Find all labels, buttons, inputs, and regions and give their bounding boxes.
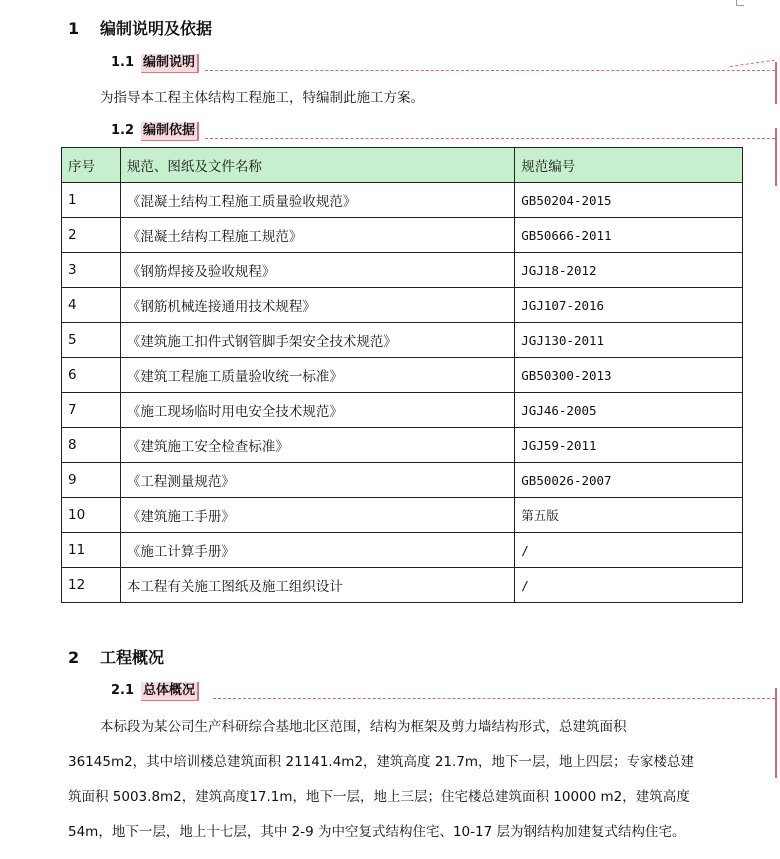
row-name-cell: 《建筑施工扣件式钢管脚手架安全技术规范》 (120, 323, 514, 358)
section-number: 1 (68, 19, 80, 38)
row-index-cell: 3 (62, 253, 121, 288)
row-name-cell: 《施工计算手册》 (120, 533, 514, 568)
table-row (62, 218, 743, 253)
row-name-cell: 《混凝土结构工程施工质量验收规范》 (120, 183, 514, 218)
row-name-cell: 本工程有关施工图纸及施工组织设计 (120, 568, 514, 603)
header-cell-code: 规范编号 (515, 148, 743, 183)
row-code-cell: JGJ18-2012 (515, 253, 743, 288)
commented-subsection-title[interactable]: 编制说明 (141, 54, 199, 73)
row-name-cell: 《钢筋机械连接通用技术规程》 (120, 288, 514, 323)
overview-line: 筑面积 5003.8m2，建筑高度17.1m，地下一层，地上三层；住宅楼总建筑面积 10000 m2，建筑高度 (68, 789, 690, 805)
row-index-cell: 8 (62, 428, 121, 463)
intro-paragraph: 为指导本工程主体结构工程施工，特编制此施工方案。 (100, 90, 424, 106)
overview-line: 54m，地下一层，地上十七层，其中 2-9 为中空复式结构住宅、10-17 层为钢结构加建复式结构住宅。 (68, 824, 686, 840)
row-name-cell: 《施工现场临时用电安全技术规范》 (120, 393, 514, 428)
subsection-number: 1.1 (111, 55, 135, 70)
row-index-cell: 9 (62, 463, 121, 498)
comment-margin-marker[interactable] (775, 62, 777, 104)
header-cell-index: 序号 (62, 148, 121, 183)
specification-table (61, 147, 743, 603)
row-index-cell: 4 (62, 288, 121, 323)
row-index-cell: 12 (62, 568, 121, 603)
subsection-number: 2.1 (111, 683, 135, 698)
comment-connector-line (730, 60, 775, 67)
section-number: 2 (68, 648, 80, 667)
table-row (62, 393, 743, 428)
page-corner-mark (736, 5, 744, 6)
subsection-number: 1.2 (111, 123, 135, 138)
row-index-cell: 1 (62, 183, 121, 218)
row-name-cell: 《混凝土结构工程施工规范》 (120, 218, 514, 253)
section-title: 工程概况 (100, 648, 165, 667)
overview-line: 本标段为某公司生产科研综合基地北区范围，结构为框架及剪力墙结构形式，总建筑面积 (100, 719, 627, 735)
row-code-cell: GB50300-2013 (515, 358, 743, 393)
header-cell-name: 规范、图纸及文件名称 (120, 148, 514, 183)
row-code-cell: GB50026-2007 (515, 463, 743, 498)
row-name-cell: 《建筑工程施工质量验收统一标准》 (120, 358, 514, 393)
row-code-cell: / (515, 533, 743, 568)
section-heading-2 (68, 645, 164, 668)
section-title: 编制说明及依据 (100, 19, 213, 38)
comment-connector-line (213, 698, 775, 699)
row-code-cell: JGJ130-2011 (515, 323, 743, 358)
comment-margin-marker[interactable] (775, 128, 777, 186)
table-row (62, 288, 743, 323)
overview-line: 36145m2，其中培训楼总建筑面积 21141.4m2，建筑高度 21.7m，地下一层，地上四层；专家楼总建 (68, 754, 695, 770)
row-code-cell: / (515, 568, 743, 603)
table-row (62, 463, 743, 498)
row-name-cell: 《工程测量规范》 (120, 463, 514, 498)
section-heading-1 (68, 16, 212, 39)
table-row (62, 323, 743, 358)
row-index-cell: 2 (62, 218, 121, 253)
row-name-cell: 《建筑施工手册》 (120, 498, 514, 533)
row-index-cell: 10 (62, 498, 121, 533)
row-name-cell: 《建筑施工安全检查标准》 (120, 428, 514, 463)
table-row (62, 498, 743, 533)
row-code-cell: GB50204-2015 (515, 183, 743, 218)
row-code-cell: JGJ59-2011 (515, 428, 743, 463)
commented-subsection-title[interactable]: 编制依据 (141, 122, 199, 141)
subsection-heading-1-1 (111, 51, 199, 70)
table-row (62, 568, 743, 603)
row-code-cell: 第五版 (515, 498, 743, 533)
row-code-cell: JGJ107-2016 (515, 288, 743, 323)
table-row (62, 358, 743, 393)
row-index-cell: 6 (62, 358, 121, 393)
subsection-heading-1-2 (111, 119, 199, 138)
comment-connector-line (205, 70, 775, 71)
table-row (62, 428, 743, 463)
table-row (62, 183, 743, 218)
table-row (62, 533, 743, 568)
row-index-cell: 7 (62, 393, 121, 428)
table-row (62, 253, 743, 288)
commented-subsection-title[interactable]: 总体概况 (141, 682, 199, 701)
row-code-cell: GB50666-2011 (515, 218, 743, 253)
row-name-cell: 《钢筋焊接及验收规程》 (120, 253, 514, 288)
comment-margin-marker[interactable] (775, 688, 777, 778)
row-index-cell: 11 (62, 533, 121, 568)
comment-connector-line (205, 138, 775, 139)
overview-paragraph (68, 710, 736, 850)
row-code-cell: JGJ46-2005 (515, 393, 743, 428)
subsection-heading-2-1 (111, 679, 199, 698)
table-header-row (62, 148, 743, 183)
row-index-cell: 5 (62, 323, 121, 358)
